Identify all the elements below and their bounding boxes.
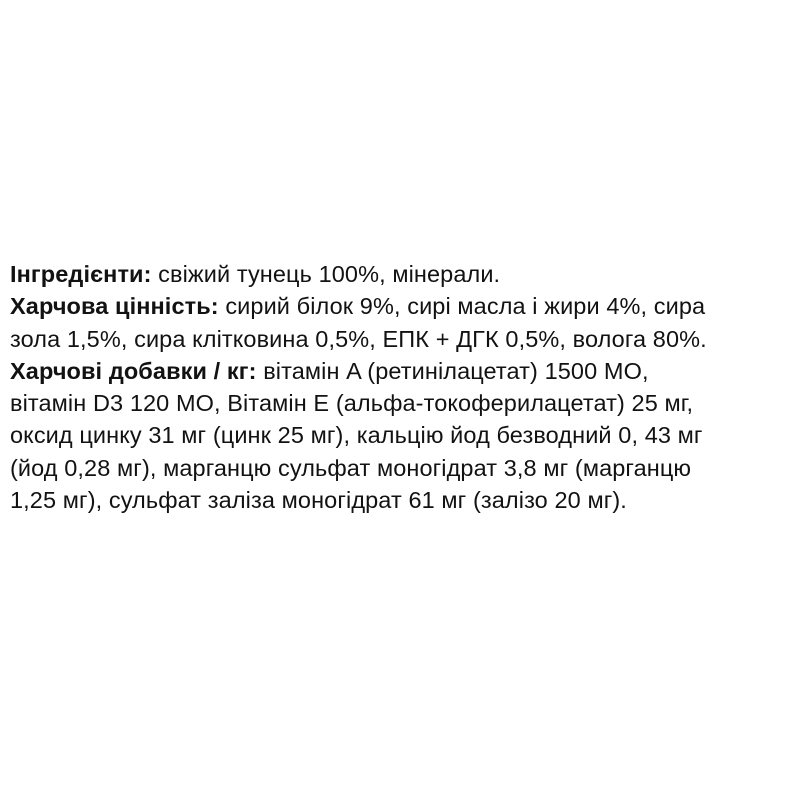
text-line (10, 290, 796, 322)
section-text: зола 1,5%, сира клітковина 0,5%, ЕПК + ДГК 0,5%, волога 80%. (10, 325, 707, 352)
ingredients-text-block (10, 258, 796, 516)
section-label: Інгредієнти: (10, 261, 152, 287)
section-text: свіжий тунець 100%, мінерали. (151, 261, 501, 287)
text-line (10, 323, 796, 355)
text-line (10, 387, 796, 419)
text-line (10, 419, 796, 451)
text-line (10, 258, 796, 290)
section-text: (йод 0,28 мг), марганцю сульфат моногідрат 3,8 мг (марганцю (10, 454, 692, 481)
section-text: сирий білок 9%, сирі масла і жири 4%, сира (218, 293, 706, 320)
section-label: Харчові добавки / кг: (10, 357, 257, 384)
text-line (10, 355, 796, 387)
text-line (10, 484, 796, 516)
section-text: оксид цинку 31 мг (цинк 25 мг), кальцію йод безводний 0, 43 мг (10, 422, 703, 449)
section-label: Харчова цінність: (10, 293, 219, 320)
section-text: 1,25 мг), сульфат заліза моногідрат 61 мг (залізо 20 мг). (10, 487, 627, 514)
text-line (10, 452, 796, 484)
section-text: вітамін D3 120 МО, Вітамін E (альфа-токоферилацетат) 25 мг, (10, 390, 694, 417)
section-text: вітамін A (ретинілацетат) 1500 МО, (256, 357, 649, 384)
